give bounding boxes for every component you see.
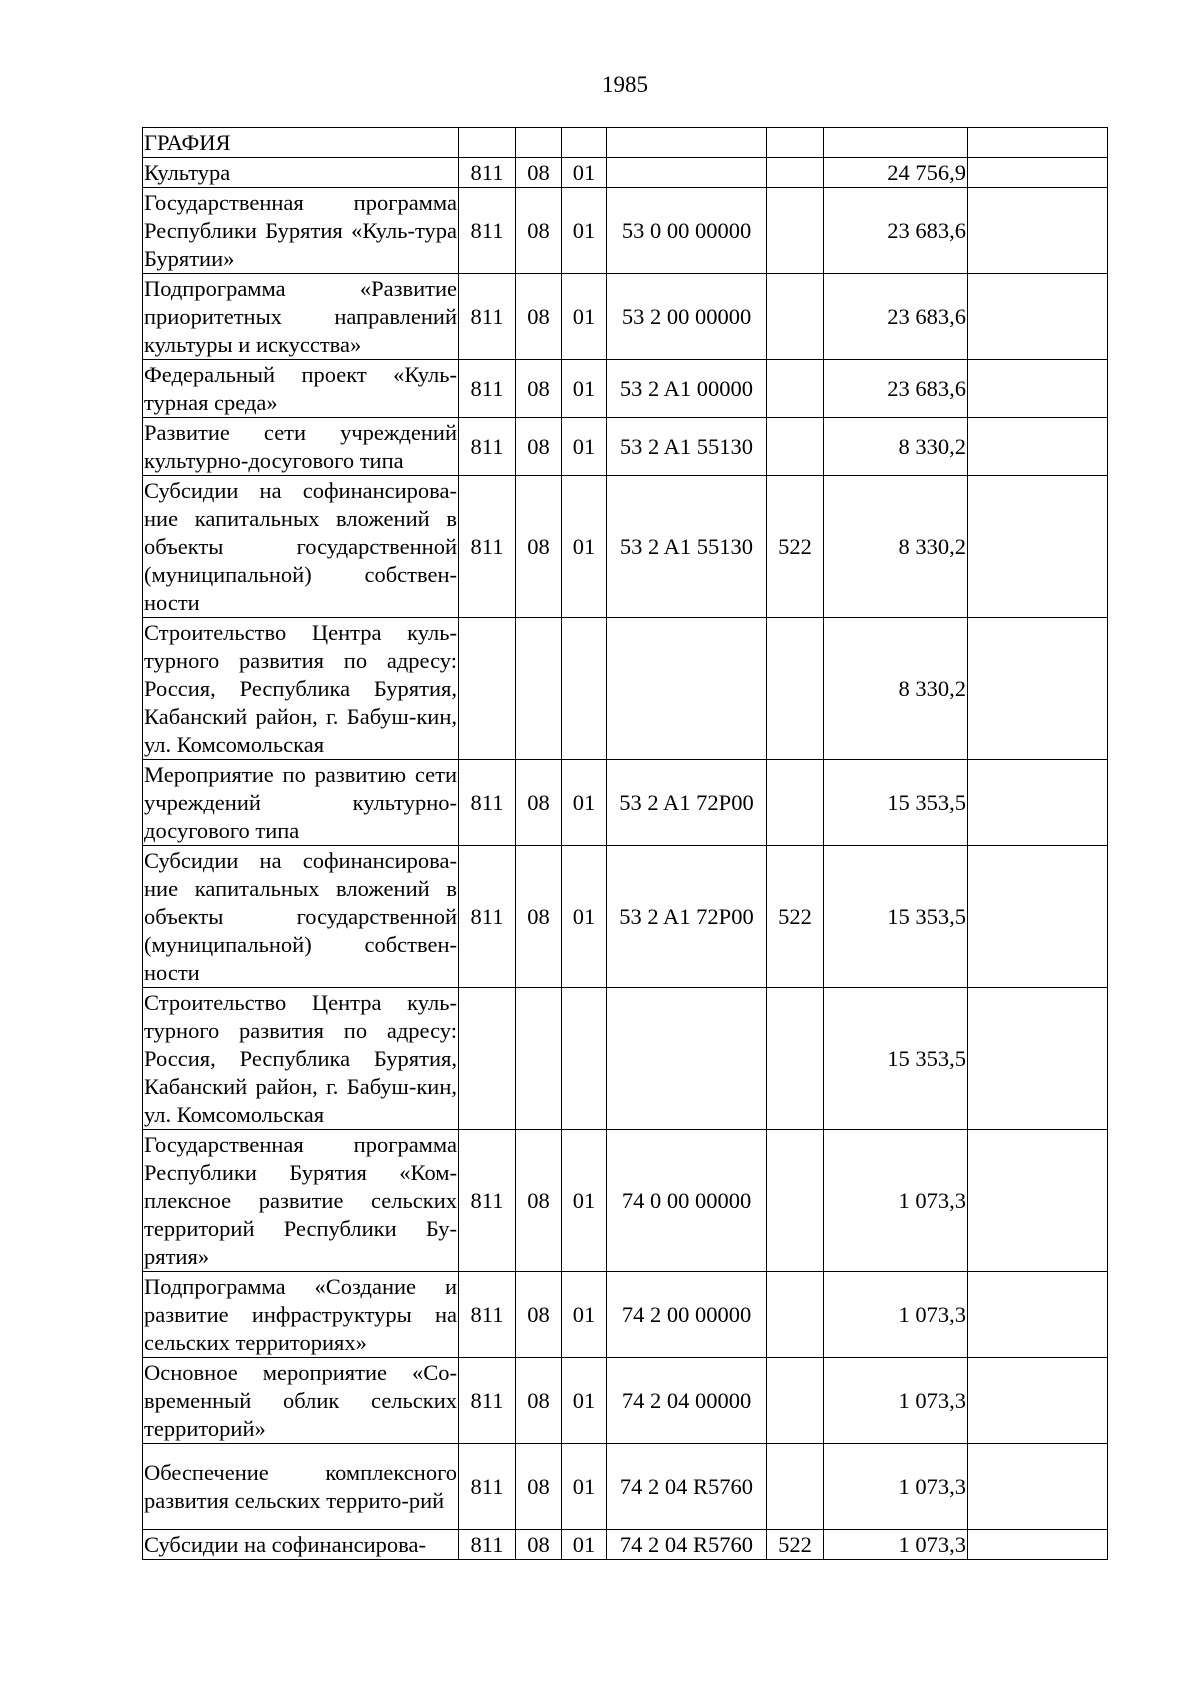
target-article-code bbox=[607, 158, 767, 188]
amount: 15 353,5 bbox=[824, 988, 968, 1130]
admin-code: 811 bbox=[459, 274, 516, 360]
table-row bbox=[143, 360, 1108, 418]
section-code bbox=[516, 618, 562, 760]
admin-code: 811 bbox=[459, 418, 516, 476]
expense-type-code bbox=[767, 158, 824, 188]
budget-item-name: Строительство Центра куль-турного развития по адресу: Россия, Республика Бурятия, Кабанский район, г. Бабуш-кин, ул. Комсомольская bbox=[143, 618, 459, 760]
section-code: 08 bbox=[516, 760, 562, 846]
target-article-code: 53 2 A1 72P00 bbox=[607, 846, 767, 988]
target-article-code: 53 2 00 00000 bbox=[607, 274, 767, 360]
amount: 24 756,9 bbox=[824, 158, 968, 188]
amount: 1 073,3 bbox=[824, 1444, 968, 1530]
target-article-code bbox=[607, 128, 767, 158]
admin-code bbox=[459, 618, 516, 760]
table-row bbox=[143, 1444, 1108, 1530]
budget-item-name: Развитие сети учреждений культурно-досугового типа bbox=[143, 418, 459, 476]
extra-cell bbox=[968, 274, 1108, 360]
budget-item-name: Культура bbox=[143, 158, 459, 188]
table-row bbox=[143, 476, 1108, 618]
expense-type-code bbox=[767, 760, 824, 846]
amount: 23 683,6 bbox=[824, 274, 968, 360]
table-row bbox=[143, 760, 1108, 846]
target-article-code: 74 2 04 00000 bbox=[607, 1358, 767, 1444]
target-article-code: 53 2 A1 72P00 bbox=[607, 760, 767, 846]
budget-item-name: Основное мероприятие «Со-временный облик сельских территорий» bbox=[143, 1358, 459, 1444]
target-article-code bbox=[607, 618, 767, 760]
subsection-code: 01 bbox=[562, 1130, 607, 1272]
budget-item-name: ГРАФИЯ bbox=[143, 128, 459, 158]
table-row bbox=[143, 846, 1108, 988]
table-row bbox=[143, 1272, 1108, 1358]
subsection-code: 01 bbox=[562, 476, 607, 618]
expense-type-code bbox=[767, 188, 824, 274]
budget-table bbox=[142, 127, 1108, 1560]
subsection-code: 01 bbox=[562, 360, 607, 418]
admin-code: 811 bbox=[459, 476, 516, 618]
extra-cell bbox=[968, 360, 1108, 418]
admin-code: 811 bbox=[459, 188, 516, 274]
amount: 15 353,5 bbox=[824, 846, 968, 988]
amount: 15 353,5 bbox=[824, 760, 968, 846]
subsection-code: 01 bbox=[562, 846, 607, 988]
subsection-code: 01 bbox=[562, 1530, 607, 1560]
extra-cell bbox=[968, 1272, 1108, 1358]
subsection-code: 01 bbox=[562, 1358, 607, 1444]
section-code: 08 bbox=[516, 1530, 562, 1560]
section-code: 08 bbox=[516, 1444, 562, 1530]
extra-cell bbox=[968, 418, 1108, 476]
extra-cell bbox=[968, 1530, 1108, 1560]
section-code: 08 bbox=[516, 476, 562, 618]
amount: 1 073,3 bbox=[824, 1272, 968, 1358]
target-article-code bbox=[607, 988, 767, 1130]
admin-code: 811 bbox=[459, 1530, 516, 1560]
amount: 23 683,6 bbox=[824, 188, 968, 274]
table-row bbox=[143, 128, 1108, 158]
section-code: 08 bbox=[516, 1130, 562, 1272]
section-code: 08 bbox=[516, 846, 562, 988]
table-body bbox=[143, 128, 1108, 1560]
extra-cell bbox=[968, 1130, 1108, 1272]
budget-item-name: Субсидии на софинансирова-ние капитальных вложений в объекты государственной (муниципальной) собствен-ности bbox=[143, 476, 459, 618]
section-code bbox=[516, 128, 562, 158]
admin-code: 811 bbox=[459, 1444, 516, 1530]
subsection-code: 01 bbox=[562, 1272, 607, 1358]
admin-code bbox=[459, 988, 516, 1130]
expense-type-code bbox=[767, 418, 824, 476]
expense-type-code: 522 bbox=[767, 846, 824, 988]
budget-item-name: Субсидии на софинансирова-ние капитальных вложений в объекты государственной (муниципальной) собствен-ности bbox=[143, 846, 459, 988]
section-code bbox=[516, 988, 562, 1130]
expense-type-code bbox=[767, 988, 824, 1130]
target-article-code: 53 2 A1 55130 bbox=[607, 418, 767, 476]
expense-type-code: 522 bbox=[767, 476, 824, 618]
expense-type-code bbox=[767, 274, 824, 360]
subsection-code bbox=[562, 618, 607, 760]
amount: 8 330,2 bbox=[824, 618, 968, 760]
table-row bbox=[143, 1130, 1108, 1272]
page-number: 1985 bbox=[602, 72, 648, 97]
admin-code: 811 bbox=[459, 360, 516, 418]
budget-item-name: Государственная программа Республики Бурятия «Куль-тура Бурятии» bbox=[143, 188, 459, 274]
admin-code: 811 bbox=[459, 1272, 516, 1358]
section-code: 08 bbox=[516, 188, 562, 274]
budget-item-name: Подпрограмма «Создание и развитие инфраструктуры на сельских территориях» bbox=[143, 1272, 459, 1358]
amount: 1 073,3 bbox=[824, 1530, 968, 1560]
admin-code: 811 bbox=[459, 760, 516, 846]
extra-cell bbox=[968, 476, 1108, 618]
amount: 8 330,2 bbox=[824, 418, 968, 476]
expense-type-code bbox=[767, 1130, 824, 1272]
amount: 1 073,3 bbox=[824, 1130, 968, 1272]
target-article-code: 74 2 00 00000 bbox=[607, 1272, 767, 1358]
expense-type-code bbox=[767, 618, 824, 760]
section-code: 08 bbox=[516, 418, 562, 476]
extra-cell bbox=[968, 618, 1108, 760]
amount bbox=[824, 128, 968, 158]
subsection-code: 01 bbox=[562, 274, 607, 360]
target-article-code: 74 2 04 R5760 bbox=[607, 1530, 767, 1560]
section-code: 08 bbox=[516, 360, 562, 418]
section-code: 08 bbox=[516, 274, 562, 360]
subsection-code: 01 bbox=[562, 188, 607, 274]
extra-cell bbox=[968, 158, 1108, 188]
section-code: 08 bbox=[516, 1358, 562, 1444]
budget-item-name: Субсидии на софинансирова- bbox=[143, 1530, 459, 1560]
budget-item-name: Обеспечение комплексного развития сельских террито-рий bbox=[143, 1444, 459, 1530]
admin-code: 811 bbox=[459, 1358, 516, 1444]
table-row bbox=[143, 418, 1108, 476]
target-article-code: 53 2 A1 00000 bbox=[607, 360, 767, 418]
expense-type-code bbox=[767, 360, 824, 418]
budget-item-name: Строительство Центра куль-турного развития по адресу: Россия, Республика Бурятия, Кабанский район, г. Бабуш-кин, ул. Комсомольская bbox=[143, 988, 459, 1130]
admin-code: 811 bbox=[459, 158, 516, 188]
target-article-code: 53 2 A1 55130 bbox=[607, 476, 767, 618]
budget-item-name: Подпрограмма «Развитие приоритетных направлений культуры и искусства» bbox=[143, 274, 459, 360]
extra-cell bbox=[968, 846, 1108, 988]
section-code: 08 bbox=[516, 1272, 562, 1358]
budget-item-name: Государственная программа Республики Бурятия «Ком-плексное развитие сельских территорий Республики Бу-рятия» bbox=[143, 1130, 459, 1272]
table-row bbox=[143, 618, 1108, 760]
table-row bbox=[143, 1358, 1108, 1444]
amount: 8 330,2 bbox=[824, 476, 968, 618]
extra-cell bbox=[968, 988, 1108, 1130]
expense-type-code bbox=[767, 1444, 824, 1530]
expense-type-code bbox=[767, 128, 824, 158]
expense-type-code: 522 bbox=[767, 1530, 824, 1560]
table-row bbox=[143, 188, 1108, 274]
subsection-code bbox=[562, 988, 607, 1130]
table-row bbox=[143, 988, 1108, 1130]
subsection-code: 01 bbox=[562, 418, 607, 476]
target-article-code: 74 2 04 R5760 bbox=[607, 1444, 767, 1530]
target-article-code: 74 0 00 00000 bbox=[607, 1130, 767, 1272]
table-row bbox=[143, 274, 1108, 360]
extra-cell bbox=[968, 1444, 1108, 1530]
admin-code: 811 bbox=[459, 846, 516, 988]
section-code: 08 bbox=[516, 158, 562, 188]
subsection-code bbox=[562, 128, 607, 158]
subsection-code: 01 bbox=[562, 158, 607, 188]
extra-cell bbox=[968, 760, 1108, 846]
table-row bbox=[143, 158, 1108, 188]
extra-cell bbox=[968, 128, 1108, 158]
admin-code: 811 bbox=[459, 1130, 516, 1272]
expense-type-code bbox=[767, 1358, 824, 1444]
table-row bbox=[143, 1530, 1108, 1560]
amount: 1 073,3 bbox=[824, 1358, 968, 1444]
admin-code bbox=[459, 128, 516, 158]
subsection-code: 01 bbox=[562, 1444, 607, 1530]
extra-cell bbox=[968, 188, 1108, 274]
extra-cell bbox=[968, 1358, 1108, 1444]
budget-item-name: Мероприятие по развитию сети учреждений культурно-досугового типа bbox=[143, 760, 459, 846]
subsection-code: 01 bbox=[562, 760, 607, 846]
target-article-code: 53 0 00 00000 bbox=[607, 188, 767, 274]
amount: 23 683,6 bbox=[824, 360, 968, 418]
budget-item-name: Федеральный проект «Куль-турная среда» bbox=[143, 360, 459, 418]
expense-type-code bbox=[767, 1272, 824, 1358]
